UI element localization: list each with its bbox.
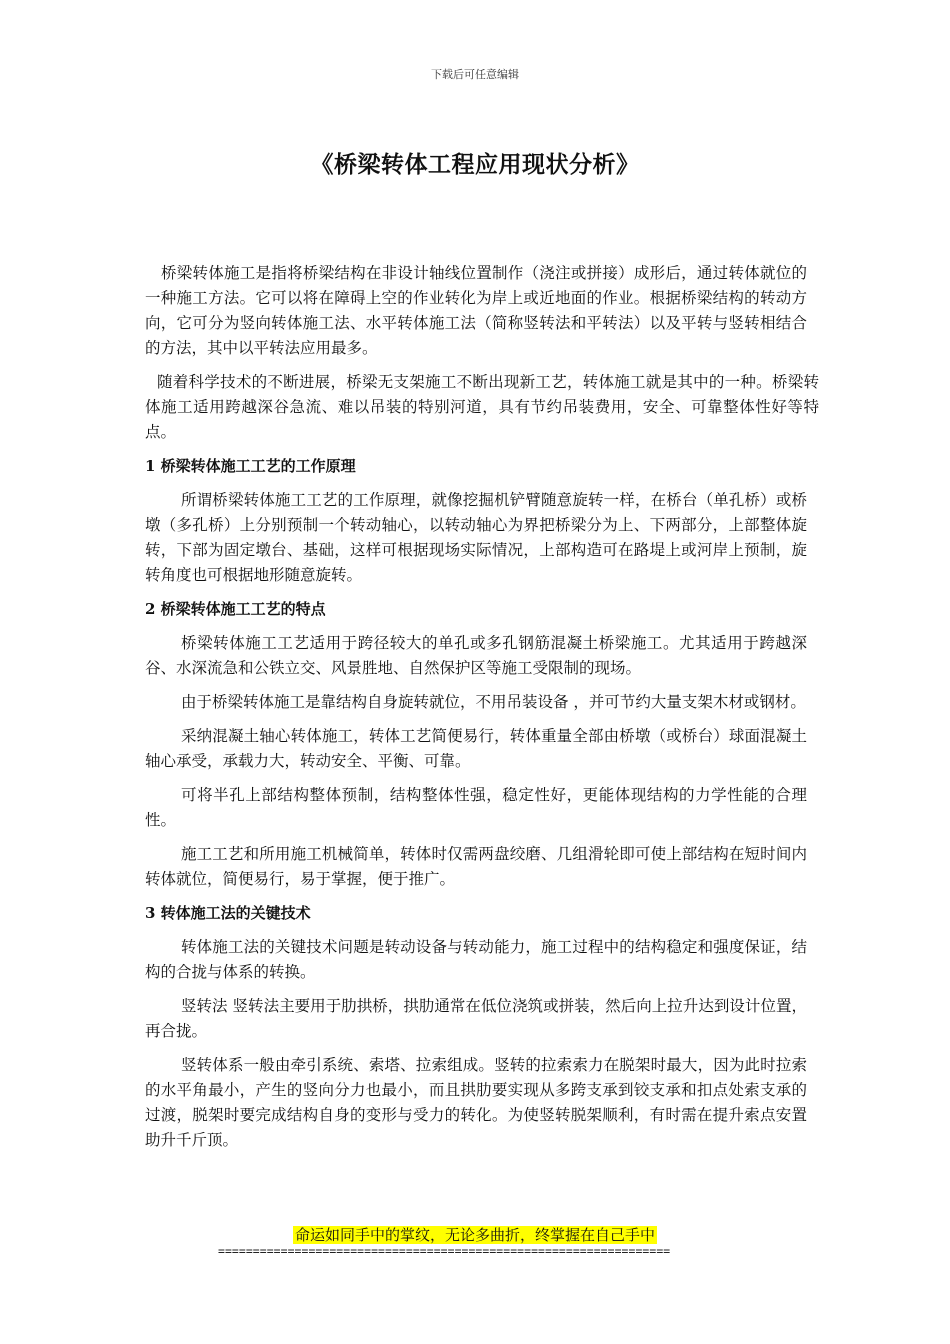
section-2-paragraph-3: 采纳混凝土轴心转体施工，转体工艺简便易行，转体重量全部由桥墩（或桥台）球面混凝土轴心承受，承载力大，转动安全、平衡、可靠。 bbox=[145, 727, 807, 770]
document-title: 《桥梁转体工程应用现状分析》 bbox=[310, 151, 640, 178]
section-3-paragraph-2: 竖转法 竖转法主要用于肋拱桥，拱肋通常在低位浇筑或拼装，然后向上拉升达到设计位置，再合拢。 bbox=[145, 997, 807, 1040]
section-2-paragraph-4: 可将半孔上部结构整体预制，结构整体性强，稳定性好，更能体现结构的力学性能的合理性。 bbox=[145, 786, 807, 829]
footer-rule: ================================================================= bbox=[218, 1244, 671, 1258]
intro-paragraph-1: 桥梁转体施工是指将桥梁结构在非设计轴线位置制作（浇注或拼接）成形后，通过转体就位的一种施工方法。它可以将在障碍上空的作业转化为岸上或近地面的作业。根据桥梁结构的转动方向，它可分为竖向转体施工法、水平转体施工法（简称竖转法和平转法）以及平转与竖转相结合的方法，其中以平转法应用最多。 bbox=[145, 264, 807, 357]
section-2-paragraph-1: 桥梁转体施工工艺适用于跨径较大的单孔或多孔钢筋混凝土桥梁施工。尤其适用于跨越深谷、水深流急和公铁立交、风景胜地、自然保护区等施工受限制的现场。 bbox=[145, 634, 807, 677]
document-body bbox=[145, 261, 819, 1162]
section-2-paragraph-5: 施工工艺和所用施工机械简单，转体时仅需两盘绞磨、几组滑轮即可使上部结构在短时间内转体就位，简便易行，易于掌握，便于推广。 bbox=[145, 845, 807, 888]
section-1-heading: 1 桥梁转体施工工艺的工作原理 bbox=[145, 457, 356, 475]
footer-motto: 命运如同手中的掌纹，无论多曲折，终掌握在自己手中 bbox=[294, 1226, 655, 1244]
footer-motto-wrap bbox=[0, 1225, 950, 1245]
section-2-heading: 2 桥梁转体施工工艺的特点 bbox=[145, 600, 326, 618]
header-note: 下载后可任意编辑 bbox=[431, 68, 519, 81]
intro-paragraph-2: 随着科学技术的不断进展，桥梁无支架施工不断出现新工艺，转体施工就是其中的一种。桥梁转体施工适用跨越深谷急流、难以吊装的特别河道，具有节约吊装费用，安全、可靠整体性好等特点。 bbox=[145, 373, 819, 441]
section-1-paragraph-1: 所谓桥梁转体施工工艺的工作原理，就像挖掘机铲臂随意旋转一样，在桥台（单孔桥）或桥墩（多孔桥）上分别预制一个转动轴心，以转动轴心为界把桥梁分为上、下两部分，上部整体旋转，下部为固定墩台、基础，这样可根据现场实际情况，上部构造可在路堤上或河岸上预制，旋转角度也可根据地形随意旋转。 bbox=[145, 491, 807, 584]
section-3-heading: 3 转体施工法的关键技术 bbox=[145, 904, 311, 922]
section-3-paragraph-1: 转体施工法的关键技术问题是转动设备与转动能力，施工过程中的结构稳定和强度保证，结构的合拢与体系的转换。 bbox=[145, 938, 807, 981]
section-3-paragraph-3: 竖转体系一般由牵引系统、索塔、拉索组成。竖转的拉索索力在脱架时最大，因为此时拉索的水平角最小，产生的竖向分力也最小，而且拱肋要实现从多跨支承到铰支承和扣点处索支承的过渡，脱架时要完成结构自身的变形与受力的转化。为使竖转脱架顺利，有时需在提升索点安置助升千斤顶。 bbox=[145, 1056, 807, 1149]
section-2-paragraph-2: 由于桥梁转体施工是靠结构自身旋转就位，不用吊装设备 ，并可节约大量支架木材或钢材。 bbox=[181, 693, 806, 711]
